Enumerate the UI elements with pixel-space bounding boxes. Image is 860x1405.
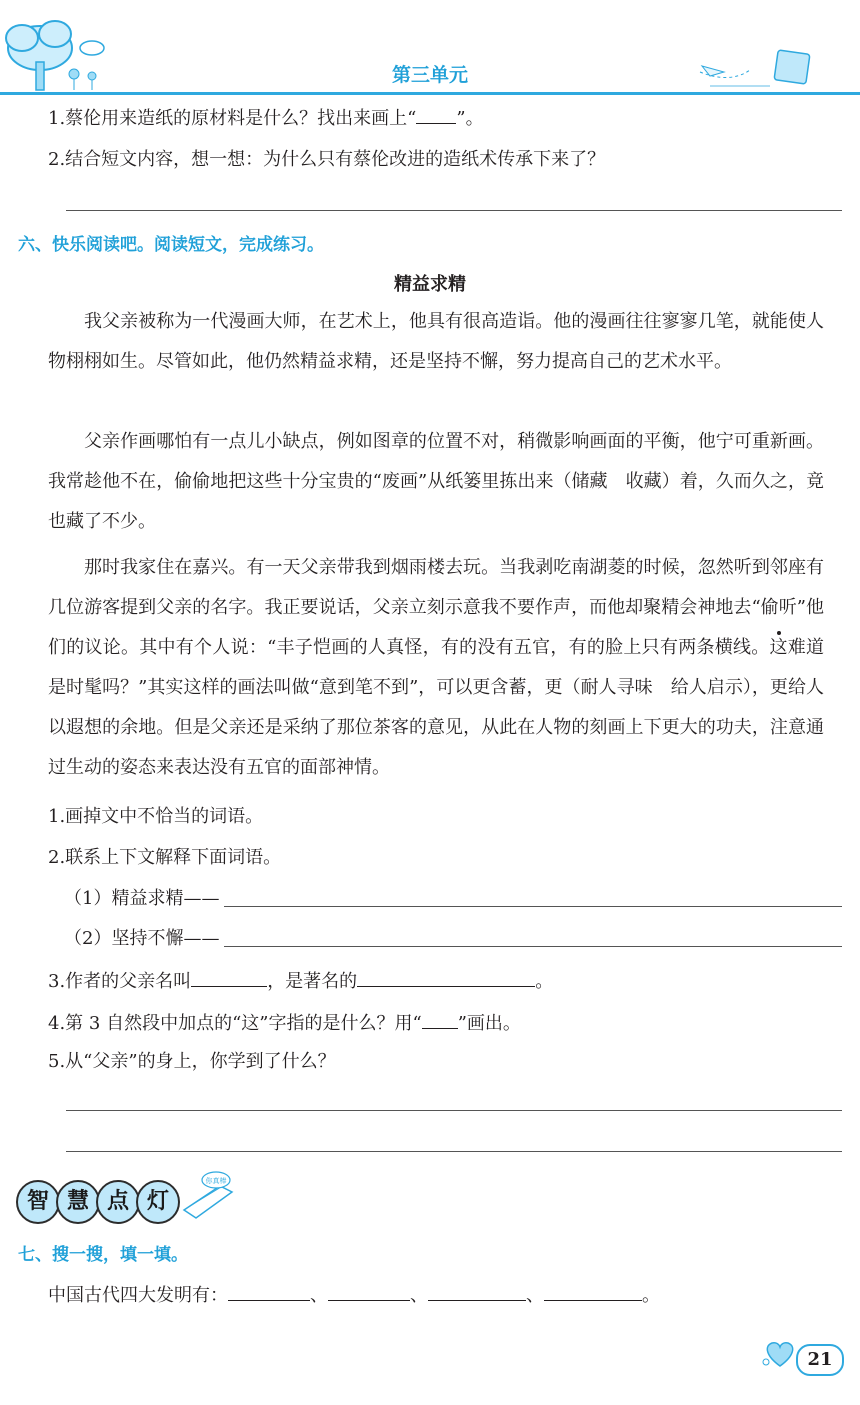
section-6-heading: 六、快乐阅读吧。阅读短文，完成练习。	[18, 235, 324, 255]
wisdom-lamp-banner	[14, 1176, 244, 1228]
question-2-1: （1）精益求精——	[64, 888, 220, 909]
question-5: 5.从“父亲”的身上，你学到了什么？	[48, 1051, 336, 1072]
question-3: 3.作者的父亲名叫 ，是著名的 。	[48, 968, 553, 994]
prev-question-2: 2.结合短文内容，想一想：为什么只有蔡伦改进的造纸术传承下来了？	[48, 149, 606, 170]
badge-char: 慧	[56, 1180, 100, 1224]
prev-question-1: 1.蔡伦用来造纸的原材料是什么？找出来画上“ ”。	[48, 105, 484, 131]
blank-field[interactable]	[428, 1282, 526, 1301]
heart-clouds-icon	[760, 1336, 800, 1372]
section-7-heading: 七、搜一搜，填一填。	[18, 1245, 188, 1265]
pencil-note-icon	[180, 1170, 244, 1226]
passage-paragraph-2: 父亲作画哪怕有一点儿小缺点，例如图章的位置不对，稍微影响画面的平衡，他宁可重新画。我常趁他不在，偷偷地把这些十分宝贵的“废画”从纸篓里拣出来（储藏 收藏）着，久而久之，竟也藏了不少。	[48, 431, 824, 532]
question-four-inventions: 中国古代四大发明有： 、 、 、 。	[48, 1282, 660, 1308]
answer-line[interactable]	[66, 1110, 842, 1111]
page-number: 21	[796, 1344, 844, 1376]
answer-line[interactable]	[66, 1151, 842, 1152]
dotted-char: 这	[769, 637, 788, 658]
blank-field[interactable]	[228, 1282, 310, 1301]
header-divider	[0, 92, 860, 95]
blank-field[interactable]	[357, 968, 535, 987]
passage-paragraph-1: 我父亲被称为一代漫画大师，在艺术上，他具有很高造诣。他的漫画往往寥寥几笔，就能使人物栩栩如生。尽管如此，他仍然精益求精，还是坚持不懈，努力提高自己的艺术水平。	[48, 311, 824, 372]
question-2-2: （2）坚持不懈——	[64, 928, 220, 949]
page-header	[0, 0, 860, 96]
badge-char: 灯	[136, 1180, 180, 1224]
blank-field[interactable]	[328, 1282, 410, 1301]
answer-line[interactable]	[66, 210, 842, 211]
badge-char: 点	[96, 1180, 140, 1224]
question-2: 2.联系上下文解释下面词语。	[48, 847, 282, 868]
badge-char: 智	[16, 1180, 60, 1224]
badge-note: 你真棒	[205, 1177, 227, 1185]
answer-line[interactable]	[224, 906, 842, 907]
blank-field[interactable]	[544, 1282, 642, 1301]
passage-title: 精益求精	[394, 274, 466, 295]
unit-title: 第三单元	[391, 64, 468, 86]
question-4: 4.第 3 自然段中加点的“这”字指的是什么？用“ ”画出。	[48, 1010, 521, 1036]
answer-line[interactable]	[224, 946, 842, 947]
blank-field[interactable]	[191, 968, 267, 987]
passage-paragraph-3: 那时我家住在嘉兴。有一天父亲带我到烟雨楼去玩。当我剥吃南湖菱的时候，忽然听到邻座有几位游客提到父亲的名字。我正要说话，父亲立刻示意我不要作声，而他却聚精会神地去“偷听”他们的议论。其中有个人说：“丰子恺画的人真怪，有的没有五官，有的脸上只有两条横线。这难道是时髦吗？”其实这样的画法叫做“意到笔不到”，可以更含蓄，更（耐人寻味 给人启示），更给人以遐想的余地。但是父亲还是采纳了那位茶客的意见，从此在人物的刻画上下更大的功夫，注意通过生动的姿态来表达没有五官的面部神情。	[48, 557, 825, 778]
question-1: 1.画掉文中不恰当的词语。	[48, 806, 264, 827]
